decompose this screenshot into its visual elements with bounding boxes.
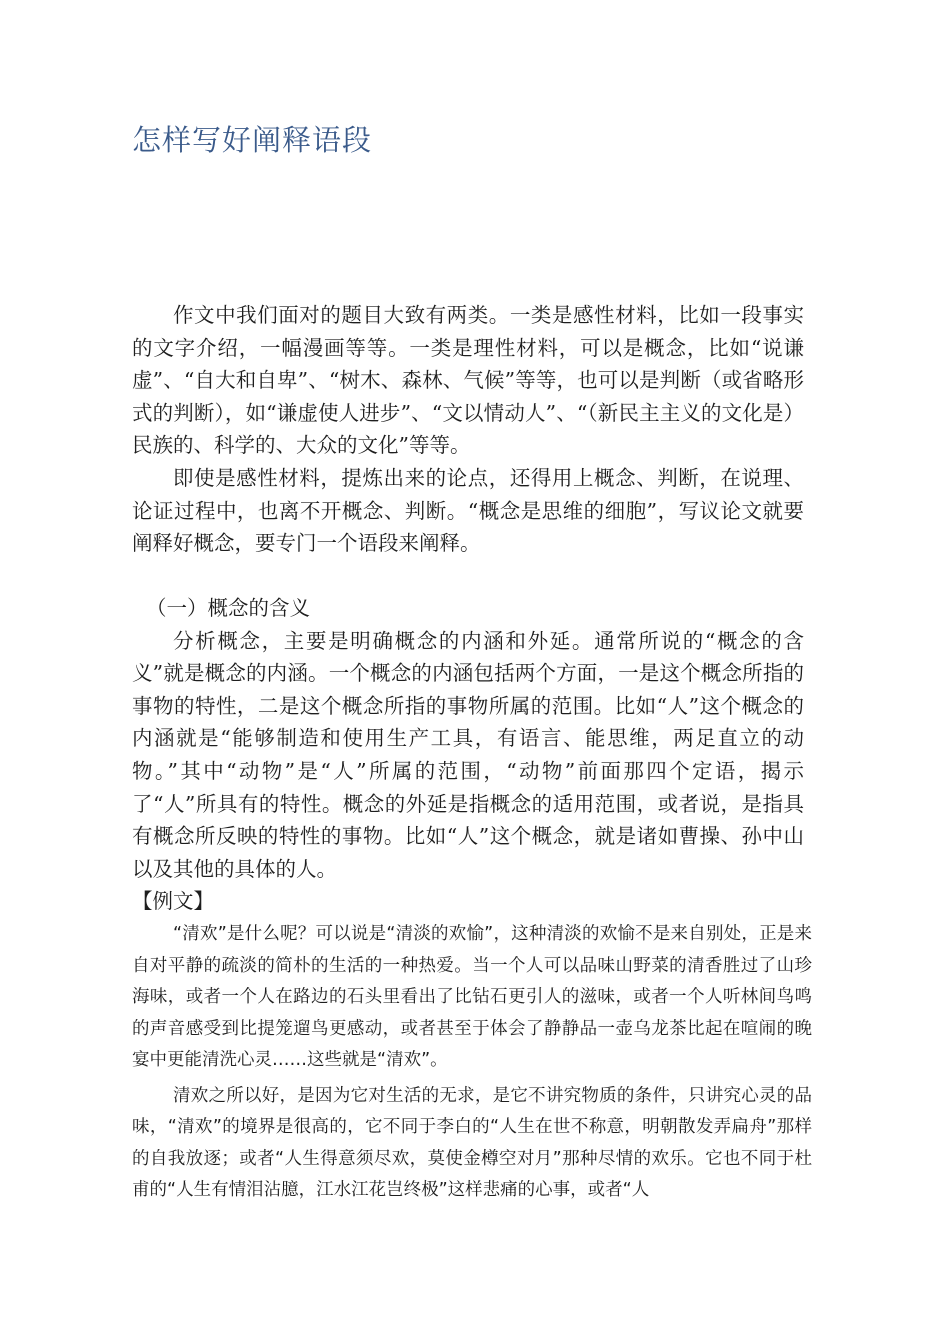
document-title: 怎样写好阐释语段	[132, 123, 373, 157]
concept-meaning-section	[132, 592, 804, 918]
intro-section	[132, 299, 804, 560]
intro-paragraph: 即使是感性材料，提炼出来的论点，还得用上概念、判断，在说理、论证过程中，也离不开概念、判断。“概念是思维的细胞”，写议论文就要阐释好概念，要专门一个语段来阐释。	[132, 465, 804, 556]
example-text	[132, 919, 812, 1207]
example-label: 【例文】	[132, 889, 214, 914]
example-paragraph: 清欢之所以好，是因为它对生活的无求，是它不讲究物质的条件，只讲究心灵的品味，“清欢”的境界是很高的，它不同于李白的“人生在世不称意，明朝散发弄扁舟”那样的自我放逐；或者“人生得意须尽欢，莫使金樽空对月”那种尽情的欢乐。它也不同于杜甫的“人生有情泪沾臆，江水江花岂终极”这样悲痛的心事，或者“人	[132, 1085, 812, 1200]
example-paragraph: “清欢”是什么呢？可以说是“清淡的欢愉”，这种清淡的欢愉不是来自别处，正是来自对平静的疏淡的简朴的生活的一种热爱。当一个人可以品味山野菜的清香胜过了山珍海味，或者一个人在路边的石头里看出了比钻石更引人的滋味，或者一个人听林间鸟鸣的声音感受到比提笼遛鸟更感动，或者甚至于体会了静静品一壶乌龙茶比起在喧闹的晚宴中更能清洗心灵……这些就是“清欢”。	[132, 924, 812, 1070]
section-paragraph: 分析概念，主要是明确概念的内涵和外延。通常所说的“概念的含义”就是概念的内涵。一个概念的内涵包括两个方面，一是这个概念所指的事物的特性，二是这个概念所指的事物所属的范围。比如“人”这个概念的内涵就是“能够制造和使用生产工具，有语言、能思维，两足直立的动物。”其中“动物”是“人”所属的范围，“动物”前面那四个定语，揭示了“人”所具有的特性。概念的外延是指概念的适用范围，或者说，是指具有概念所反映的特性的事物。比如“人”这个概念，就是诸如曹操、孙中山以及其他的具体的人。	[132, 628, 804, 881]
section-heading: （一）概念的含义	[146, 596, 310, 620]
intro-paragraph: 作文中我们面对的题目大致有两类。一类是感性材料，比如一段事实的文字介绍，一幅漫画等等。一类是理性材料，可以是概念，比如“说谦虚”、“自大和自卑”、“树木、森林、气候”等等，也可以是判断（或省略形式的判断），如“谦虚使人进步”、“文以情动人”、“（新民主主义的文化是）民族的、科学的、大众的文化”等等。	[132, 303, 804, 458]
